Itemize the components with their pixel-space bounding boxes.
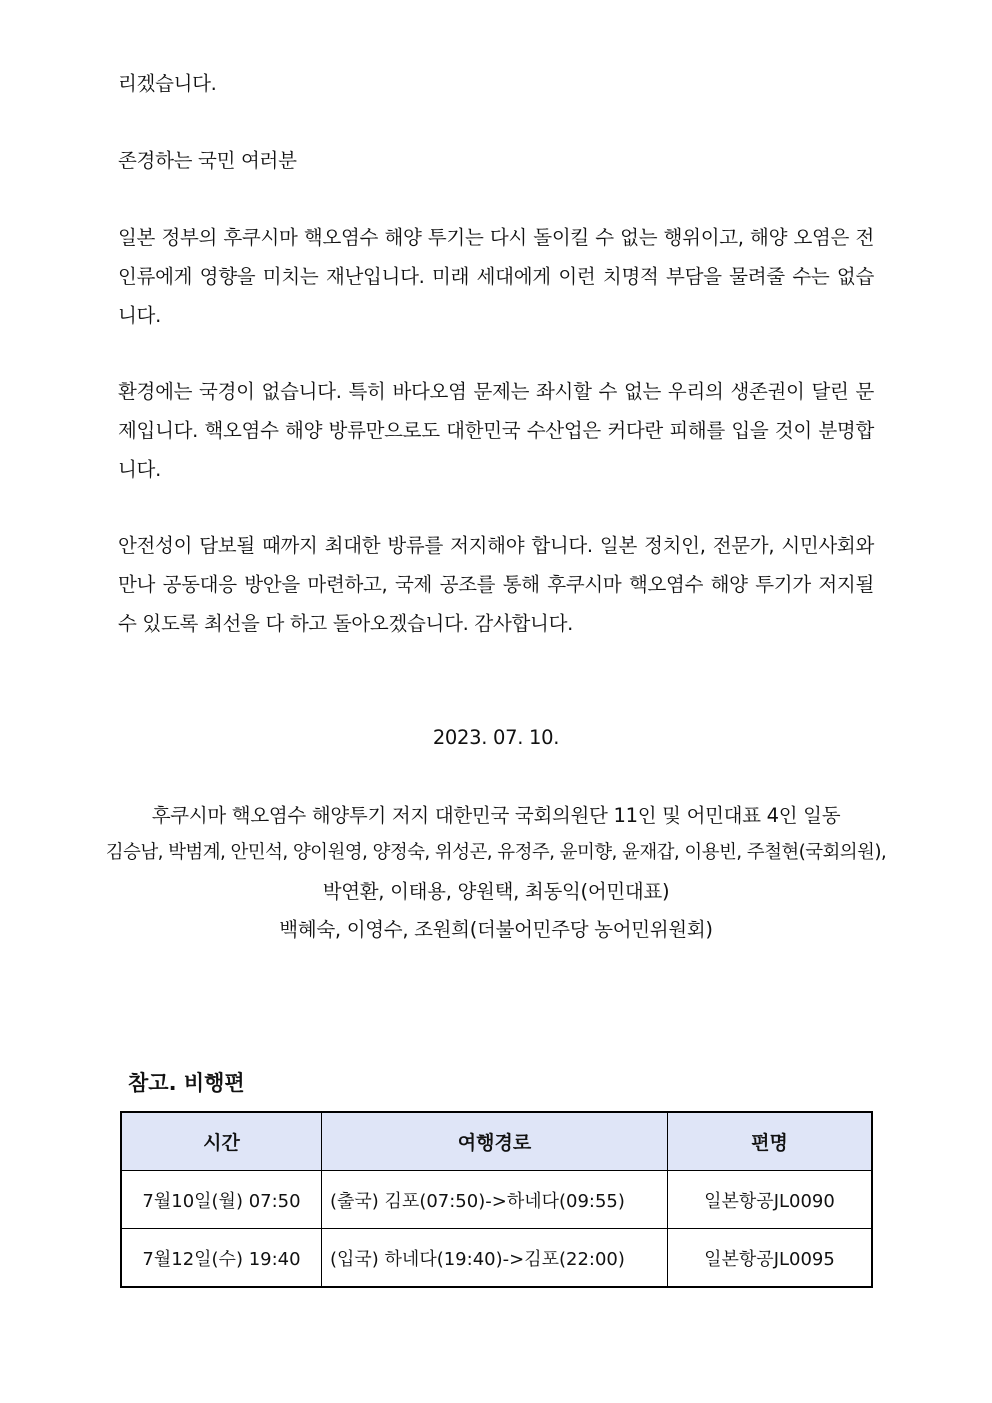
departure-time-cell: 7월10일(월) 07:50 <box>121 1171 322 1229</box>
table-row <box>121 1229 872 1288</box>
signatory-group: 후쿠시마 핵오염수 해양투기 저지 대한민국 국회의원단 11인 및 어민대표 4인 일동 <box>151 804 841 827</box>
column-header-time: 시간 <box>121 1112 322 1171</box>
signatory-committee: 백혜숙, 이영수, 조원희(더불어민주당 농어민위원회) <box>279 918 713 941</box>
return-flight-cell: 일본항공JL0095 <box>668 1229 873 1288</box>
paragraph-continued: 리겠습니다. <box>118 72 217 95</box>
paragraph-environment: 환경에는 국경이 없습니다. 특히 바다오염 문제는 좌시할 수 없는 우리의 생존권이 달린 문제입니다. 핵오염수 해양 방류만으로도 대한민국 수산업은 커다란 피해를 입을 것이 분명합니다. <box>118 380 874 481</box>
departure-flight-cell: 일본항공JL0090 <box>668 1171 873 1229</box>
column-header-flight: 편명 <box>668 1112 873 1171</box>
column-header-route: 여행경로 <box>322 1112 668 1171</box>
table-header-row <box>121 1112 872 1171</box>
return-time-cell: 7월12일(수) 19:40 <box>121 1229 322 1288</box>
signatory-fishermen: 박연환, 이태용, 양원택, 최동익(어민대표) <box>322 880 670 903</box>
flight-table <box>120 1111 873 1288</box>
paragraph-action-plan: 안전성이 담보될 때까지 최대한 방류를 저지해야 합니다. 일본 정치인, 전문가, 시민사회와 만나 공동대응 방안을 마련하고, 국제 공조를 통해 후쿠시마 핵오염수 해양 투기가 저지될 수 있도록 최선을 다 하고 돌아오겠습니다. 감사합니다. <box>118 534 874 635</box>
return-route-cell: (입국) 하네다(19:40)->김포(22:00) <box>322 1229 668 1288</box>
signatory-lawmakers: 김승남, 박범계, 안민석, 양이원영, 양정숙, 위성곤, 유정주, 윤미향, 윤재갑, 이용빈, 주철현(국회의원), <box>105 842 887 863</box>
paragraph-address: 존경하는 국민 여러분 <box>118 149 297 172</box>
table-row <box>121 1171 872 1229</box>
document-date: 2023. 07. 10. <box>432 726 560 749</box>
paragraph-ocean-pollution: 일본 정부의 후쿠시마 핵오염수 해양 투기는 다시 돌이킬 수 없는 행위이고, 해양 오염은 전 인류에게 영향을 미치는 재난입니다. 미래 세대에게 이런 치명적 부담을 물려줄 수는 없습니다. <box>118 226 874 327</box>
departure-route-cell: (출국) 김포(07:50)->하네다(09:55) <box>322 1171 668 1229</box>
reference-heading: 참고. 비행편 <box>128 1071 245 1095</box>
